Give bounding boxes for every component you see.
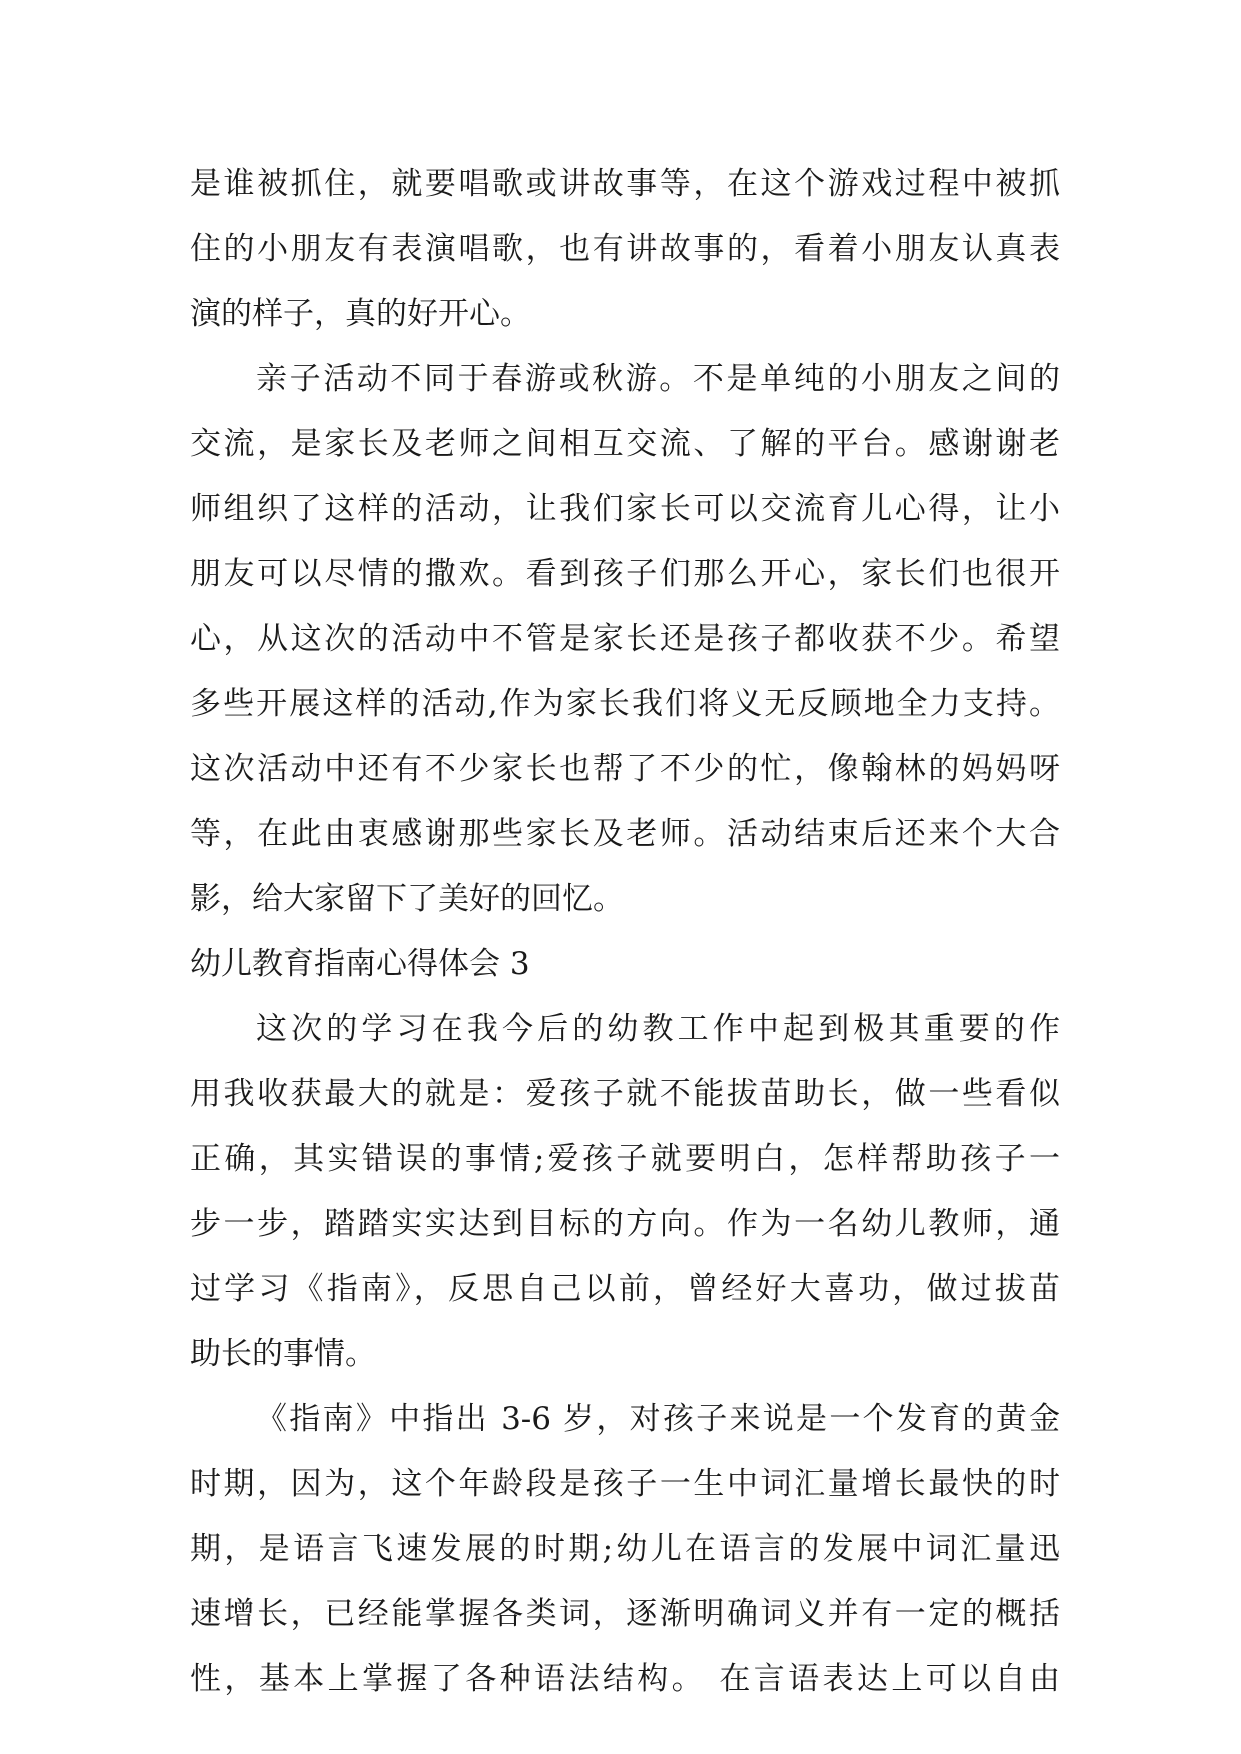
text-line: 用我收获最大的就是：爱孩子就不能拔苗助长，做一些看似 bbox=[190, 1076, 1060, 1112]
text-line: 是谁被抓住，就要唱歌或讲故事等，在这个游戏过程中被抓 bbox=[190, 166, 1060, 202]
text-line: 《指南》中指出 3-6 岁，对孩子来说是一个发育的黄金 bbox=[256, 1401, 1060, 1437]
text-line: 性，基本上掌握了各种语法结构。 在言语表达上可以自由 bbox=[190, 1661, 1060, 1697]
text-line: 演的样子，真的好开心。 bbox=[190, 296, 531, 332]
text-line: 速增长，已经能掌握各类词，逐渐明确词义并有一定的概括 bbox=[190, 1596, 1060, 1632]
text-line: 等，在此由衷感谢那些家长及老师。活动结束后还来个大合 bbox=[190, 816, 1060, 852]
text-line: 多些开展这样的活动,作为家长我们将义无反顾地全力支持。 bbox=[190, 686, 1060, 722]
text-line: 过学习《指南》，反思自己以前，曾经好大喜功，做过拔苗 bbox=[190, 1271, 1060, 1307]
text-line: 期，是语言飞速发展的时期;幼儿在语言的发展中词汇量迅 bbox=[190, 1531, 1060, 1567]
text-line: 交流，是家长及老师之间相互交流、了解的平台。感谢谢老 bbox=[190, 426, 1060, 462]
text-line: 这次的学习在我今后的幼教工作中起到极其重要的作 bbox=[256, 1011, 1060, 1047]
text-line: 心，从这次的活动中不管是家长还是孩子都收获不少。希望 bbox=[190, 621, 1060, 657]
section-heading: 幼儿教育指南心得体会 3 bbox=[190, 946, 530, 982]
text-line: 正确，其实错误的事情;爱孩子就要明白，怎样帮助孩子一 bbox=[190, 1141, 1060, 1177]
document-body bbox=[190, 152, 1060, 1712]
text-line: 步一步，踏踏实实达到目标的方向。作为一名幼儿教师，通 bbox=[190, 1206, 1060, 1242]
text-line: 助长的事情。 bbox=[190, 1336, 376, 1372]
text-line: 亲子活动不同于春游或秋游。不是单纯的小朋友之间的 bbox=[256, 361, 1060, 397]
text-line: 朋友可以尽情的撒欢。看到孩子们那么开心，家长们也很开 bbox=[190, 556, 1060, 592]
text-line: 影，给大家留下了美好的回忆。 bbox=[190, 881, 624, 917]
text-line: 住的小朋友有表演唱歌，也有讲故事的，看着小朋友认真表 bbox=[190, 231, 1060, 267]
text-line: 这次活动中还有不少家长也帮了不少的忙，像翰林的妈妈呀 bbox=[190, 751, 1060, 787]
text-line: 时期，因为，这个年龄段是孩子一生中词汇量增长最快的时 bbox=[190, 1466, 1060, 1502]
text-line: 师组织了这样的活动，让我们家长可以交流育儿心得，让小 bbox=[190, 491, 1060, 527]
